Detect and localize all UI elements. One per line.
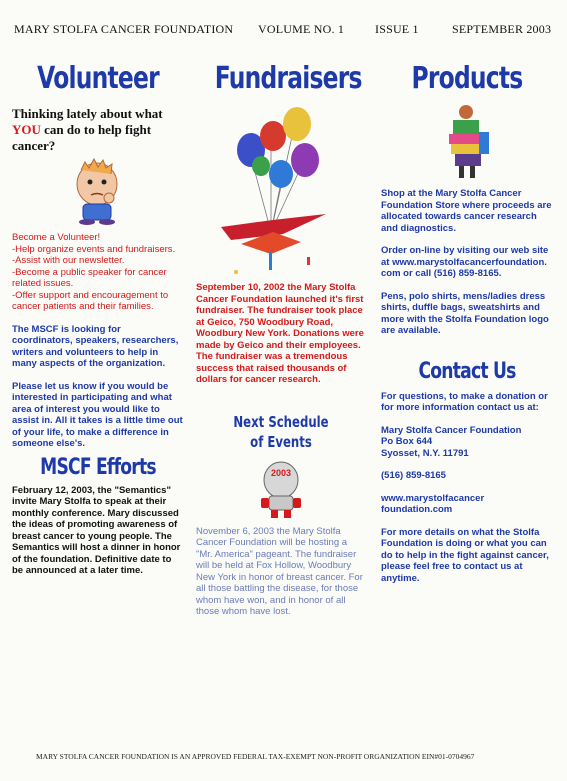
issue-date: SEPTEMBER 2003 — [452, 22, 552, 36]
volunteer-intro: Thinking lately about what YOU can do to help fight cancer? — [12, 106, 163, 153]
order-text: Order on-line by visiting our web site at www.marystolfacancerfoundation. com or call (516) 859-8165. — [381, 245, 549, 279]
contact-phone: (516) 859-8165 — [381, 470, 446, 481]
address-city: Syosset, N.Y. 11791 — [381, 447, 469, 459]
address-box: Po Box 644 — [381, 436, 433, 447]
contact-intro: For questions, to make a donation or for more information contact us at: — [381, 390, 548, 413]
efforts-headline: MSCF Efforts — [40, 454, 156, 480]
contact-website: www.marystolfacancer foundation.com — [381, 492, 485, 515]
become-volunteer-block — [12, 232, 184, 313]
tax-exempt-footer: MARY STOLFA CANCER FOUNDATION IS AN APPROVED FEDERAL TAX-EXEMPT NON-PROFIT ORGANIZATION EIN#01-0704967 — [36, 752, 475, 761]
events-text: November 6, 2003 the Mary Stolfa Cancer Foundation will be hosting a "Mr. America" pageant. The fundraiser will be held at Fox Hollow, Woodbury New York in honor of breast cancer. For all those battling the disease, for those whom have won, and in honor of all those whom have lost. — [196, 525, 363, 617]
mailing-address — [381, 425, 553, 460]
issue-number: ISSUE 1 — [375, 22, 419, 36]
volume-number: VOLUME NO. 1 — [258, 22, 345, 36]
products-headline: Products — [411, 61, 523, 96]
contact-details: For more details on what the Stolfa Foundation is doing or what you can do to help in the fight against cancer, please feel free to contact us at anytime. — [381, 526, 549, 584]
store-text: Shop at the Mary Stolfa Cancer Foundation Store where proceeds are allocated towards cancer research and diagnostics. — [381, 188, 552, 234]
robot-2003-illustration — [251, 456, 311, 520]
balloons-illustration — [211, 102, 351, 282]
volunteer-task: -Offer support and encouragement to cancer patients and their families. — [12, 289, 169, 312]
address-org: Mary Stolfa Cancer Foundation — [381, 424, 522, 436]
mscf-looking-text: The MSCF is looking for coordinators, speakers, researchers, writers and volunteers to help in many aspects of the organization. — [12, 323, 179, 369]
volunteer-column — [12, 60, 184, 577]
contact-headline: Contact Us — [418, 358, 516, 384]
you-emphasis: YOU — [12, 122, 41, 137]
become-volunteer-title: Become a Volunteer! — [12, 232, 101, 243]
fundraiser-text: September 10, 2002 the Mary Stolfa Cancer Foundation launched it's first fundraiser. The fundraiser took place at Geico, 750 Woodbury Road, Woodbury New York. Donations were made by Geico and their employees. The fundraiser was a tremendous success that raised thousands of dollars for cancer research. — [196, 282, 364, 385]
thinking-boy-illustration — [63, 154, 133, 226]
shopping-lady-illustration — [441, 102, 493, 182]
robot-year-label: 2003 — [270, 467, 292, 478]
fundraisers-column — [196, 60, 366, 618]
product-list-text: Pens, polo shirts, mens/ladies dress shirts, duffle bags, sweatshirts and more with the Stolfa Foundation logo are available. — [381, 290, 549, 336]
volunteer-task: -Assist with our newsletter. — [12, 255, 125, 266]
volunteer-invite-text: Please let us know if you would be interested in participating and what area of interest you would like to assist in. All it takes is a little time out of your life, to make a difference in someone else's. — [12, 380, 183, 449]
events-headline-line2: of Events — [250, 432, 312, 451]
volunteer-task: -Become a public speaker for cancer related issues. — [12, 266, 167, 289]
efforts-text: February 12, 2003, the "Semantics" invite Mary Stolfa to speak at their monthly conference. Mary discussed the ideas of promoting awareness of breast cancer to young people. The Semantics will host a dinner in honor of the foundation. Definitive date to be announced at a later time. — [12, 484, 181, 576]
products-column — [381, 60, 553, 584]
volunteer-headline: Volunteer — [37, 61, 159, 96]
volunteer-task: -Help organize events and fundraisers. — [12, 243, 176, 255]
events-headline-line1: Next Schedule — [233, 412, 329, 431]
org-title: MARY STOLFA CANCER FOUNDATION — [14, 22, 234, 36]
fundraisers-headline: Fundraisers — [214, 61, 362, 96]
